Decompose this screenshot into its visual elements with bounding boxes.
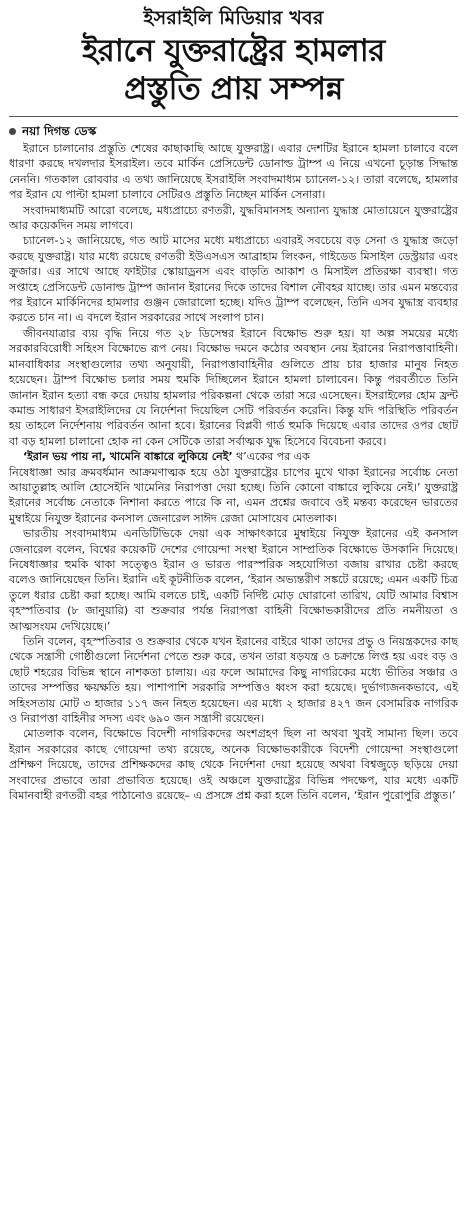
byline-text: নয়া দিগন্ত ডেস্ক [22,124,97,138]
article-body [9,141,458,803]
paragraph-8: মোতলাক বলেন, বিক্ষোভে বিদেশী নাগরিকদের অংশগ্রহণ ছিল না অথবা খুবই সামান্য ছিল। তবে ইরান সরকারের কাছে গোয়েন্দা তথ্য রয়েছে, অনেক বিক্ষোভকারীকে বিদেশী গোয়েন্দা সংস্থাগুলো প্রশিক্ষণ দিয়েছে, তাদের প্রশিক্ষকদের কাছ থেকে নির্দেশনা দেয়া হয়েছে অথবা বিশ্বজুড়ে ছড়িয়ে দেয়া সংবাদের প্রভাবে তারা প্রভাবিত হয়েছে। ওই অঞ্চলে যুক্তরাষ্ট্রের বিভিন্ন পদক্ষেপ, যার মধ্যে একটি বিমানবাহী রণতরী বহর পাঠানোও রয়েছে– এ প্রসঙ্গে প্রশ্ন করা হলে তিনি বলেন, ‘ইরান পুরোপুরি প্রস্তুত।’ [9,727,458,803]
subhead: ‘ইরান ভয় পায় না, খামেনি বাঙ্কারে লুকিয়ে নেই’ [23,450,233,464]
paragraph-3: চ্যানেল-১২ জানিয়েছে, গত আট মাসের মধ্যে মধ্যপ্রাচ্যে এবারই সবচেয়ে বড় সেনা ও যুদ্ধাস্ত্র জড়ো করছে যুক্তরাষ্ট্র। যার মধ্যে রয়েছে রণতরী ইউএসএস আব্রাহাম লিংকন, গাইডেড মিসাইল ডেস্ট্রয়ার এবং ক্রুজার। এর সাথে আছে ফাইটার স্কোয়াড্রনস এবং বাড়তি আকাশ ও মিসাইল প্রতিরক্ষা ব্যবস্থা। গত সপ্তাহে প্রেসিডেন্ট ডোনাল্ড ট্রাম্প জানান ইরানের দিকে তাদের বিশাল নৌবহর যাচ্ছে। তার এমন মন্তব্যের পর ইরানে মার্কিনিদের হামলার গুঞ্জন জোরালো হচ্ছে। যদিও ট্রাম্প বলেছেন, তিনি এসব যুদ্ধাস্ত্র ব্যবহার করতে চান না। এ বদলে ইরান সরকারের সাথে সংলাপ চান। [9,234,458,325]
paragraph-4: জীবনযাত্রার ব্যয় বৃদ্ধি নিয়ে গত ২৮ ডিসেম্বর ইরানে বিক্ষোভ শুরু হয়। যা অল্প সময়ের মধ্যে সরকারবিরোধী সহিংস বিক্ষোভে রূপ নেয়। বিক্ষোভ দমনে কঠোর অবস্থান নেয় ইরানের নিরাপত্তাবাহিনী। মানবাধিকার সংস্থাগুলোর তথ্য অনুযায়ী, নিরাপত্তাবাহিনীর গুলিতে প্রায় চার হাজার মানুষ নিহত হয়েছেন। ট্রাম্প বিক্ষোভ চলার সময় হুমকি দিচ্ছিলেন ইরানে হামলা চালাবেন। কিন্তু পরবর্তীতে তিনি জানান ইরান হত্যা বন্ধ করে দেয়ায় হামলার পরিকল্পনা থেকে তারা সরে এসেছেন। ইসরাইলের হোম ফ্রন্ট কমান্ড সাধারণ ইসরাইলিদের যে নির্দেশনা দিয়েছিল সেটি পরিবর্তন করেনি। কিন্তু যদি পরিস্থিতি পরিবর্তন হয় তাহলে নির্দেশনায় পরিবর্তন আনা হবে। ইরানের বিপ্লবী গার্ড হুমকি দিয়েছে এবার তাদের ওপর ছোট বা বড় হামলা চালানো হোক না কেন সেটিকে তারা সর্বাত্মক যুদ্ধ হিসেবে বিবেচনা করবে। [9,326,458,448]
kicker: ইসরাইলি মিডিয়ার খবর [143,7,324,29]
paragraph-5: নিষেধাজ্ঞা আর ক্রমবর্ধমান আক্রমণাত্মক হয়ে ওঠা যুক্তরাষ্ট্রের চাপের মুখে থাকা ইরানের সর্বোচ্চ নেতা আয়াতুল্লাহ আলি হোসেইনি খামেনির নিরাপত্তা দেয়া হচ্ছে। তিনি কোনো বাঙ্কারে লুকিয়ে নেই।’ যুক্তরাষ্ট্র ইরানের সর্বোচ্চ নেতাকে নিশানা করতে পারে কি না, এমন প্রশ্নের জবাবে ওই মন্তব্য করেছেন ভারতের মুম্বাইয়ে নিযুক্ত ইরানের কনসাল জেনারেল সাঈদ রেজা মোসায়েব মোতলাক। [9,465,458,525]
byline [9,123,458,140]
paragraph-7: তিনি বলেন, বৃহস্পতিবার ও শুক্রবার থেকে যখন ইরানের বাইরে থাকা তাদের প্রভু ও নিয়ন্ত্রকদের কাছ থেকে সন্ত্রাসী গোষ্ঠীগুলো নির্দেশনা পেতে শুরু করে, তখন তারা ষড়যন্ত্র ও চক্রান্তে লিপ্ত হয় এবং বড় ও ছোট শহরের বিভিন্ন স্থানে নাশকতা চালায়। এর ফলে আমাদের কিছু নাগরিকের মধ্যে ভীতির সঞ্চার ও তাদের সম্পত্তির ক্ষয়ক্ষতি হয়। পাশাপাশি সরকারি সম্পত্তিও ধ্বংস করা হয়েছে। দুর্ভাগ্যজনকভাবে, এই সহিংসতায় মোট ৩ হাজার ১১৭ জন নিহত হয়েছেন। এর মধ্যে ২ হাজার ৪২৭ জন বেসামরিক নাগরিক ও নিরাপত্তা বাহিনীর সদস্য এবং ৬৯০ জন সন্ত্রাসী রয়েছেন। [9,635,458,726]
headline-divider [9,116,458,117]
subhead-paragraph [9,449,458,464]
paragraph-6: ভারতীয় সংবাদমাধ্যম এনডিটিভিকে দেয়া এক সাক্ষাৎকারে মুম্বাইয়ে নিযুক্ত ইরানের এই কনসাল জেনারেল বলেন, বিশ্বের কয়েকটি দেশের গোয়েন্দা সংস্থা ইরানে সাম্প্রতিক বিক্ষোভে উসকানি দিয়েছে। নিষেধাজ্ঞার হুমকি থাকা সত্ত্বেও ইরান ও ভারত পারস্পরিক সহযোগিতা বজায় রাখার চেষ্টা করছে বলেও জানিয়েছেন তিনি। ইরানি এই কূটনীতিক বলেন, ‘ইরান অভ্যন্তরীণ সঙ্কটে রয়েছে; এমন একটি চিত্র তুলে ধরার চেষ্টা করা হচ্ছে। আমি বলতে চাই, একটি নির্দিষ্ট মোড় ঘোরানো তারিখ, যেটি আমার বিশ্বাস বৃহস্পতিবার (৮ জানুয়ারি) বা শুক্রবার পর্যন্ত নিরাপত্তা বাহিনী বিক্ষোভকারীদের প্রতি নমনীয়তা ও আত্মসংযম দেখিয়েছে।’ [9,527,458,633]
headline-line-1: ইরানে যুক্তরাষ্ট্রের হামলার [82,33,385,69]
paragraph-2: সংবাদমাধ্যমটি আরো বলেছে, মধ্যপ্রাচ্যে রণতরী, যুদ্ধবিমানসহ অন্যান্য যুদ্ধাস্ত্র মোতায়েনে যুক্তরাষ্ট্রের আর কয়েকদিন সময় লাগবে। [9,203,458,233]
paragraph-1: ইরানে চালানোর প্রস্তুতি শেষের কাছাকাছি আছে যুক্তরাষ্ট্র। এবার দেশটির ইরানে হামলা চালাবে বলে ধারণা করছে দখলদার ইসরাইল। তবে মার্কিন প্রেসিডেন্ট ডোনাল্ড ট্রাম্প এ নিয়ে এখনো চূড়ান্ত সিদ্ধান্ত নেননি। গতকাল রোববার এ তথ্য জানিয়েছে ইসরাইলি সংবাদমাধ্যম চ্যানেল-১২। তারা বলেছে, হামলার পর ইরান যে পাল্টা হামলা চালাবে সেটিরও প্রস্তুতি নিচ্ছেন মার্কিন সেনারা। [9,142,458,202]
headline-line-2: প্রস্তুতি প্রায় সম্পন্ন [124,71,343,107]
subhead-tail: থ’একের পর এক [232,450,310,464]
bullet-icon [9,128,16,135]
